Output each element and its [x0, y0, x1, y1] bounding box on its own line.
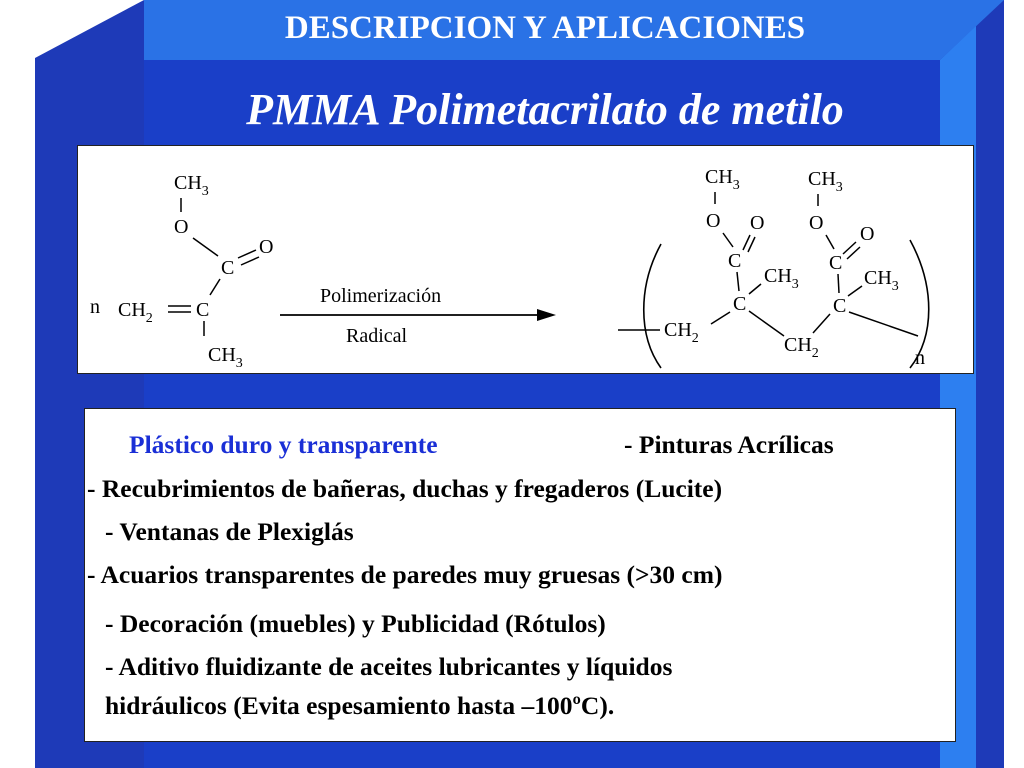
arrow-label-bottom: Radical	[346, 325, 408, 347]
reaction-arrow	[280, 285, 556, 347]
application-item-additive-cont: hidráulicos (Evita espesamiento hasta –100ºC).	[105, 691, 615, 720]
polymer-ch2-a: CH	[664, 319, 692, 341]
bond-o-c-1	[723, 233, 733, 247]
svg-text:CH3	[705, 166, 740, 193]
application-property: Plástico duro y transparente	[129, 430, 438, 459]
svg-text:CH3	[764, 265, 799, 292]
polymer-top-ch-1: CH	[705, 166, 733, 188]
bond-double-1	[238, 250, 256, 258]
application-item-decoration: - Decoración (muebles) y Publicidad (Rótulos)	[105, 609, 606, 638]
monomer-methyl-sub: 3	[235, 356, 243, 371]
bond-double-2	[241, 257, 259, 265]
svg-text:CH3	[174, 172, 209, 199]
monomer-carbonyl-o: O	[259, 236, 274, 258]
svg-text:CH3	[808, 168, 843, 195]
reaction-scheme	[78, 146, 975, 375]
left-bracket	[644, 244, 661, 368]
polymer-ether-o-2: O	[809, 212, 824, 234]
reaction-panel	[77, 145, 974, 374]
svg-text:CH3	[864, 267, 899, 294]
bond-carbonyl-quat-2	[838, 274, 839, 293]
bond-quat-methyl-2	[848, 286, 862, 296]
slide-title: DESCRIPCION Y APLICACIONES	[284, 10, 806, 46]
applications-panel	[84, 408, 956, 742]
bond-double-1a	[743, 235, 750, 250]
bond-o-c	[193, 238, 218, 256]
polymer-carbonyl-o-1: O	[750, 212, 765, 234]
bond-ch2a-c	[711, 312, 730, 324]
bond-ch2b-c	[813, 314, 830, 333]
polymer-carbonyl-c-1: C	[728, 250, 742, 272]
svg-text:CH2	[784, 334, 819, 361]
polymer-methyl-2: CH	[864, 267, 892, 289]
slide-subtitle: PMMA Polimetacrilato de metilo	[246, 85, 844, 134]
coefficient-n: n	[90, 296, 100, 318]
polymer	[618, 166, 929, 369]
monomer	[118, 172, 273, 371]
bond-quat-methyl-1	[749, 284, 761, 294]
svg-text:CH3	[208, 344, 243, 371]
polymer-methyl-sub-1: 3	[791, 277, 799, 292]
svg-text:CH2	[664, 319, 699, 346]
bond-c-c	[210, 279, 220, 295]
polymer-methyl-1: CH	[764, 265, 792, 287]
bond-o-c-2	[826, 235, 834, 249]
bond-double-1b	[748, 237, 755, 252]
monomer-ether-o: O	[174, 216, 189, 238]
polymer-ch2-b-sub: 2	[811, 346, 819, 361]
application-item-aquariums: - Acuarios transparentes de paredes muy gruesas (>30 cm)	[87, 560, 723, 589]
application-item-coatings: - Recubrimientos de bañeras, duchas y fregaderos (Lucite)	[87, 474, 723, 503]
polymer-subscript-n: n	[915, 347, 925, 369]
bond-quat1-ch2b	[749, 311, 784, 336]
application-item-additive: - Aditivo fluidizante de aceites lubricantes y líquidos	[105, 652, 673, 681]
arrow-head	[537, 309, 556, 321]
polymer-ether-o-1: O	[706, 210, 721, 232]
monomer-ch2: CH	[118, 299, 146, 321]
polymer-ch2-b: CH	[784, 334, 812, 356]
polymer-methyl-sub-2: 3	[891, 279, 899, 294]
monomer-ch2-sub: 2	[145, 311, 153, 326]
polymer-carbonyl-o-2: O	[860, 223, 875, 245]
polymer-top-sub-1: 3	[732, 178, 740, 193]
polymer-quat-c-2: C	[833, 295, 847, 317]
svg-text:CH2	[118, 299, 153, 326]
monomer-top-sub: 3	[201, 184, 209, 199]
polymer-top-sub-2: 3	[835, 180, 843, 195]
monomer-methyl: CH	[208, 344, 236, 366]
polymer-carbonyl-c-2: C	[829, 252, 843, 274]
polymer-quat-c-1: C	[733, 293, 747, 315]
polymer-ch2-a-sub: 2	[691, 331, 699, 346]
polymer-top-ch-2: CH	[808, 168, 836, 190]
bond-carbonyl-quat-1	[737, 272, 739, 291]
monomer-alpha-c: C	[196, 299, 210, 321]
monomer-top-ch: CH	[174, 172, 202, 194]
arrow-label-top: Polimerización	[320, 285, 442, 307]
application-item-paints: - Pinturas Acrílicas	[624, 430, 834, 459]
application-item-windows: - Ventanas de Plexiglás	[105, 517, 354, 546]
chain-bond-right	[849, 312, 918, 336]
monomer-carbonyl-c: C	[221, 257, 235, 279]
